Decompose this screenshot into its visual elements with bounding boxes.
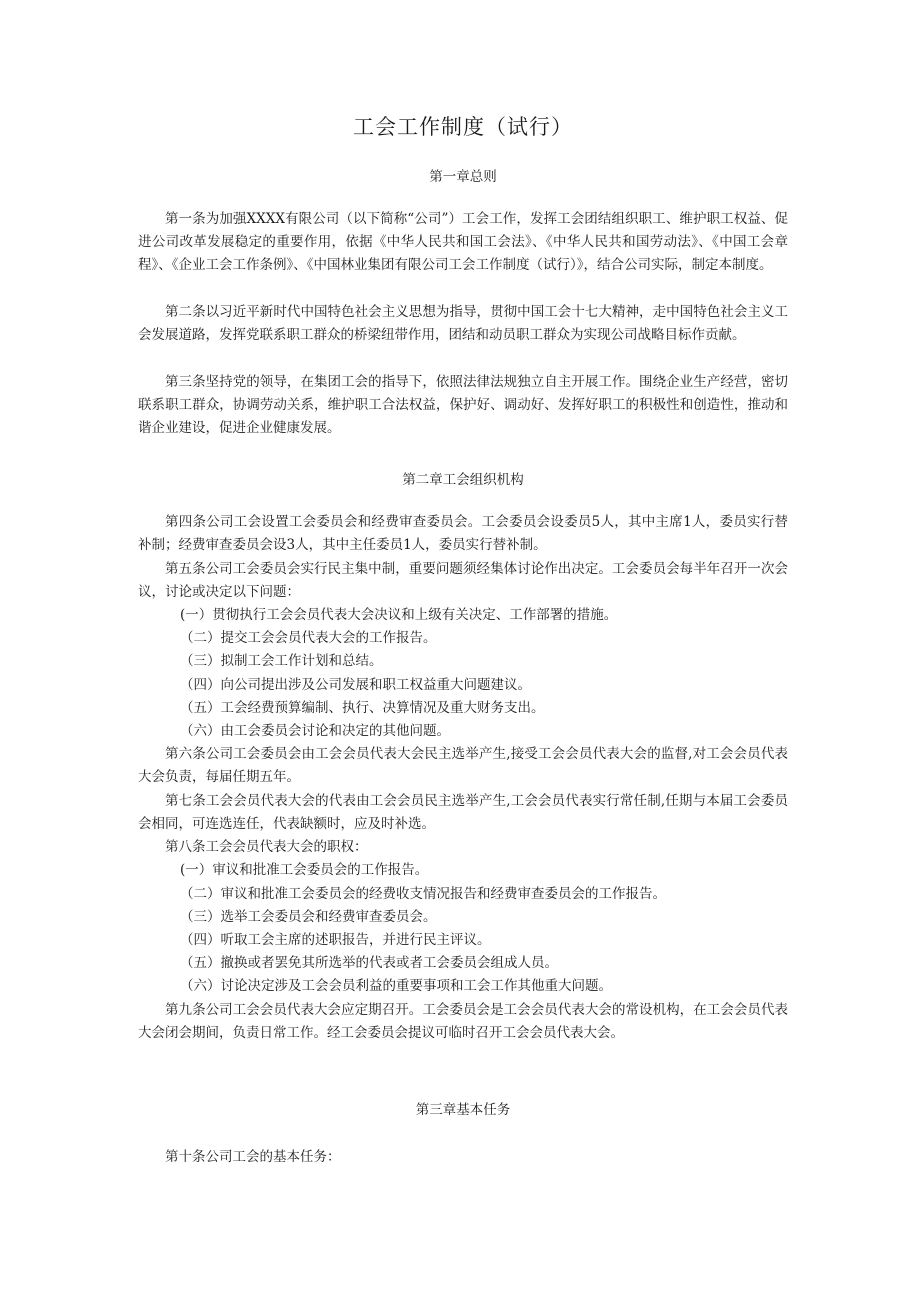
article-5-item: （三）拟制工会工作计划和总结。	[180, 653, 383, 669]
article-8-item: (一）审议和批准工会委员会的工作报告。	[180, 862, 429, 878]
article-5-item: （六）由工会委员会讨论和决定的其他问题。	[180, 723, 450, 739]
article-8-item: （六）讨论决定涉及工会会员利益的重要事项和工会工作其他重大问题。	[180, 978, 612, 994]
article-8-item: （二）审议和批准工会委员会的经费收支情况报告和经费审查委员会的工作报告。	[180, 886, 666, 902]
article-5-item: （二）提交工会会员代表大会的工作报告。	[180, 630, 437, 646]
article-8-item: （五）撤换或者罢免其所选举的代表或者工会委员会组成人员。	[180, 955, 558, 971]
article-8: 第八条工会会员代表大会的职权：	[165, 839, 368, 855]
article-5-item: （五）工会经费预算编制、执行、决算情况及重大财务支出。	[180, 700, 545, 716]
article-4: 第四条公司工会设置工会委员会和经费审查委员会。工会委员会设委员5人，其中主席1人，委员实行替补制；经费审查委员会设3人，其中主任委员1人，委员实行替补制。	[138, 514, 788, 554]
article-2: 第二条以习近平新时代中国特色社会主义思想为指导，贯彻中国工会十七大精神，走中国特色社会主义工会发展道路，发挥党联系职工群众的桥梁纽带作用，团结和动员职工群众为实现公司战略目标作贡献。	[138, 304, 788, 344]
article-9: 第九条公司工会会员代表大会应定期召开。工会委员会是工会会员代表大会的常设机构，在工会会员代表大会闭会期间，负责日常工作。经工会委员会提议可临时召开工会会员代表大会。	[138, 1002, 788, 1042]
article-8-item: （三）选举工会委员会和经费审查委员会。	[180, 909, 437, 925]
article-5-item: (一）贯彻执行工会会员代表大会决议和上级有关决定、工作部署的措施。	[180, 607, 618, 623]
chapter-1-heading: 第一章总则	[429, 169, 497, 185]
article-5: 第五条公司工会委员会实行民主集中制，重要问题须经集体讨论作出决定。工会委员会每半年召开一次会议，讨论或决定以下问题：	[138, 561, 788, 601]
article-1: 第一条为加强XXXX有限公司（以下简称“公司”）工会工作，发挥工会团结组织职工、维护职工权益、促进公司改革发展稳定的重要作用，依据《中华人民共和国工会法》、《中华人民共和国劳动法》、《中国工会章程》、《企业工会工作条例》、《中国林业集团有限公司工会工作制度（试行）》，结合公司实际，制定本制度。	[138, 211, 788, 274]
article-10: 第十条公司工会的基本任务：	[165, 1149, 341, 1165]
chapter-2-heading: 第二章工会组织机构	[402, 472, 524, 488]
document-title: 工会工作制度（试行）	[353, 115, 573, 139]
article-6: 第六条公司工会委员会由工会会员代表大会民主选举产生,接受工会会员代表大会的监督,对工会会员代表大会负责，每届任期五年。	[138, 746, 788, 786]
article-5-item: （四）向公司提出涉及公司发展和职工权益重大问题建议。	[180, 677, 531, 693]
chapter-3-heading: 第三章基本任务	[415, 1102, 511, 1118]
article-8-item: （四）听取工会主席的述职报告，并进行民主评议。	[180, 932, 491, 948]
article-3: 第三条坚持党的领导，在集团工会的指导下，依照法律法规独立自主开展工作。围绕企业生产经营，密切联系职工群众，协调劳动关系，维护职工合法权益，保护好、调动好、发挥好职工的积极性和创造性，推动和谐企业建设，促进企业健康发展。	[138, 374, 788, 437]
article-7: 第七条工会会员代表大会的代表由工会会员民主选举产生,工会会员代表实行常任制,任期与本届工会委员会相同，可连选连任，代表缺额时，应及时补选。	[138, 793, 788, 833]
